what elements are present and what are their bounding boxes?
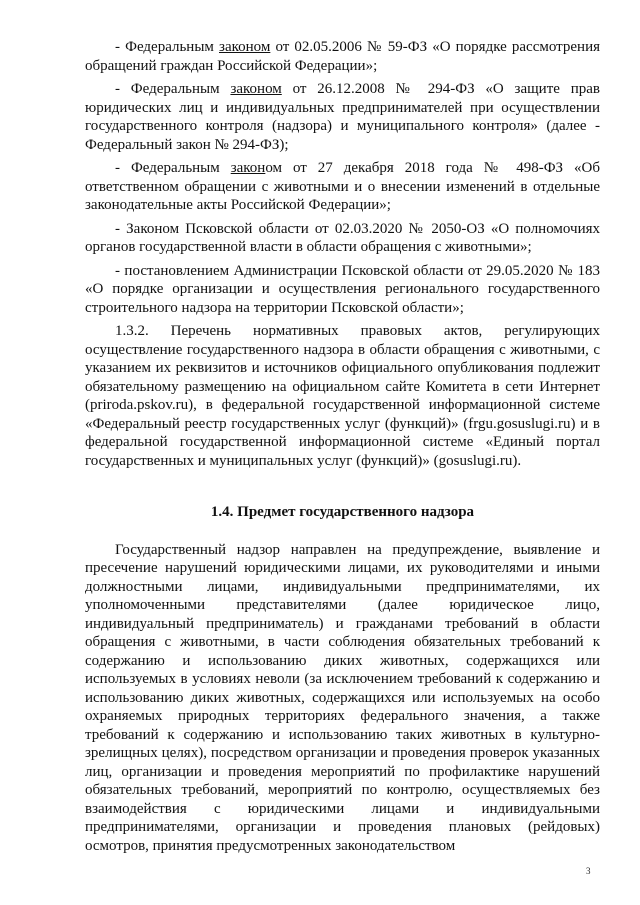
law-item-prefix: - Федеральным (115, 39, 220, 55)
law-item-resolution-183: - постановлением Администрации Псковской области от 29.05.2020 № 183 «О порядке организации и осуществления регионального государственного строительного надзора на территории Псковской области»; (85, 262, 600, 316)
law-item-text: ом от 27 декабря 2018 года № 498-ФЗ «Об ответственном обращении с животными и о внесении изменений в отдельные законодательные акты Российской Федерации»; (85, 160, 600, 213)
law-item-prefix: - Федеральным (115, 81, 231, 97)
law-link[interactable]: закон (230, 160, 266, 176)
law-item-prefix: - Федеральным (115, 160, 231, 176)
document-page (85, 38, 600, 855)
law-link[interactable]: законом (219, 39, 271, 55)
law-link[interactable]: законом (230, 81, 282, 97)
law-item-text: от 02.05.2006 № 59-ФЗ «О порядке рассмотрения обращений граждан Российской Федерации»; (85, 39, 600, 74)
section-body: Государственный надзор направлен на предупреждение, выявление и пресечение нарушений юридическими лицами, их руководителями и иными должностными лицами, индивидуальными предпринимателями, их уполномоченными представителями (далее юридическое лицо, индивидуальный предприниматель) и гражданами требований в области обращения с животными, в части соблюдения обязательных требований к содержанию и использованию диких животных, содержащихся или используемых в условиях неволи (за исключением требований к содержанию и использованию диких животных, содержащихся или используемых на особо охраняемых природных территориях федерального значения, а также требований к содержанию и использованию таких животных в культурно-зрелищных целях), посредством организации и проведения проверок указанных лиц, организации и проведения мероприятий по профилактике нарушений обязательных требований, мероприятий по контролю, осуществляемых без взаимодействия с юридическими лицами и индивидуальными предпринимателями, организации и проведения плановых (рейдовых) осмотров, принятия предусмотренных законодательством (85, 541, 600, 854)
law-item-498-fz (85, 159, 600, 215)
law-item-2050-oz: - Законом Псковской области от 02.03.2020 № 2050-ОЗ «О полномочиях органов государственной власти в области обращения с животными»; (85, 220, 600, 255)
law-item-294-fz (85, 80, 600, 154)
law-item-text: от 26.12.2008 № 294-ФЗ «О защите прав юридических лиц и индивидуальных предпринимателей при осуществлении государственного контроля (надзора) и муниципального контроля» (далее - Федеральный закон № 294-ФЗ); (85, 81, 600, 153)
page-number: 3 (586, 866, 591, 876)
clause-1-3-2: 1.3.2. Перечень нормативных правовых актов, регулирующих осуществление государственного надзора в области обращения с животными, с указанием их реквизитов и источников официального опубликования подлежит обязательному размещению на официальном сайте Комитета в сети Интернет (priroda.pskov.ru), в федеральной государственной информационной системе «Федеральный реестр государственных услуг (функций)» (frgu.gosuslugi.ru) и в федеральной государственной информационной системе «Единый портал государственных и муниципальных услуг (функций)» (gosuslugi.ru). (85, 323, 600, 469)
law-item-59-fz (85, 38, 600, 75)
section-heading: 1.4. Предмет государственного надзора (210, 504, 475, 520)
